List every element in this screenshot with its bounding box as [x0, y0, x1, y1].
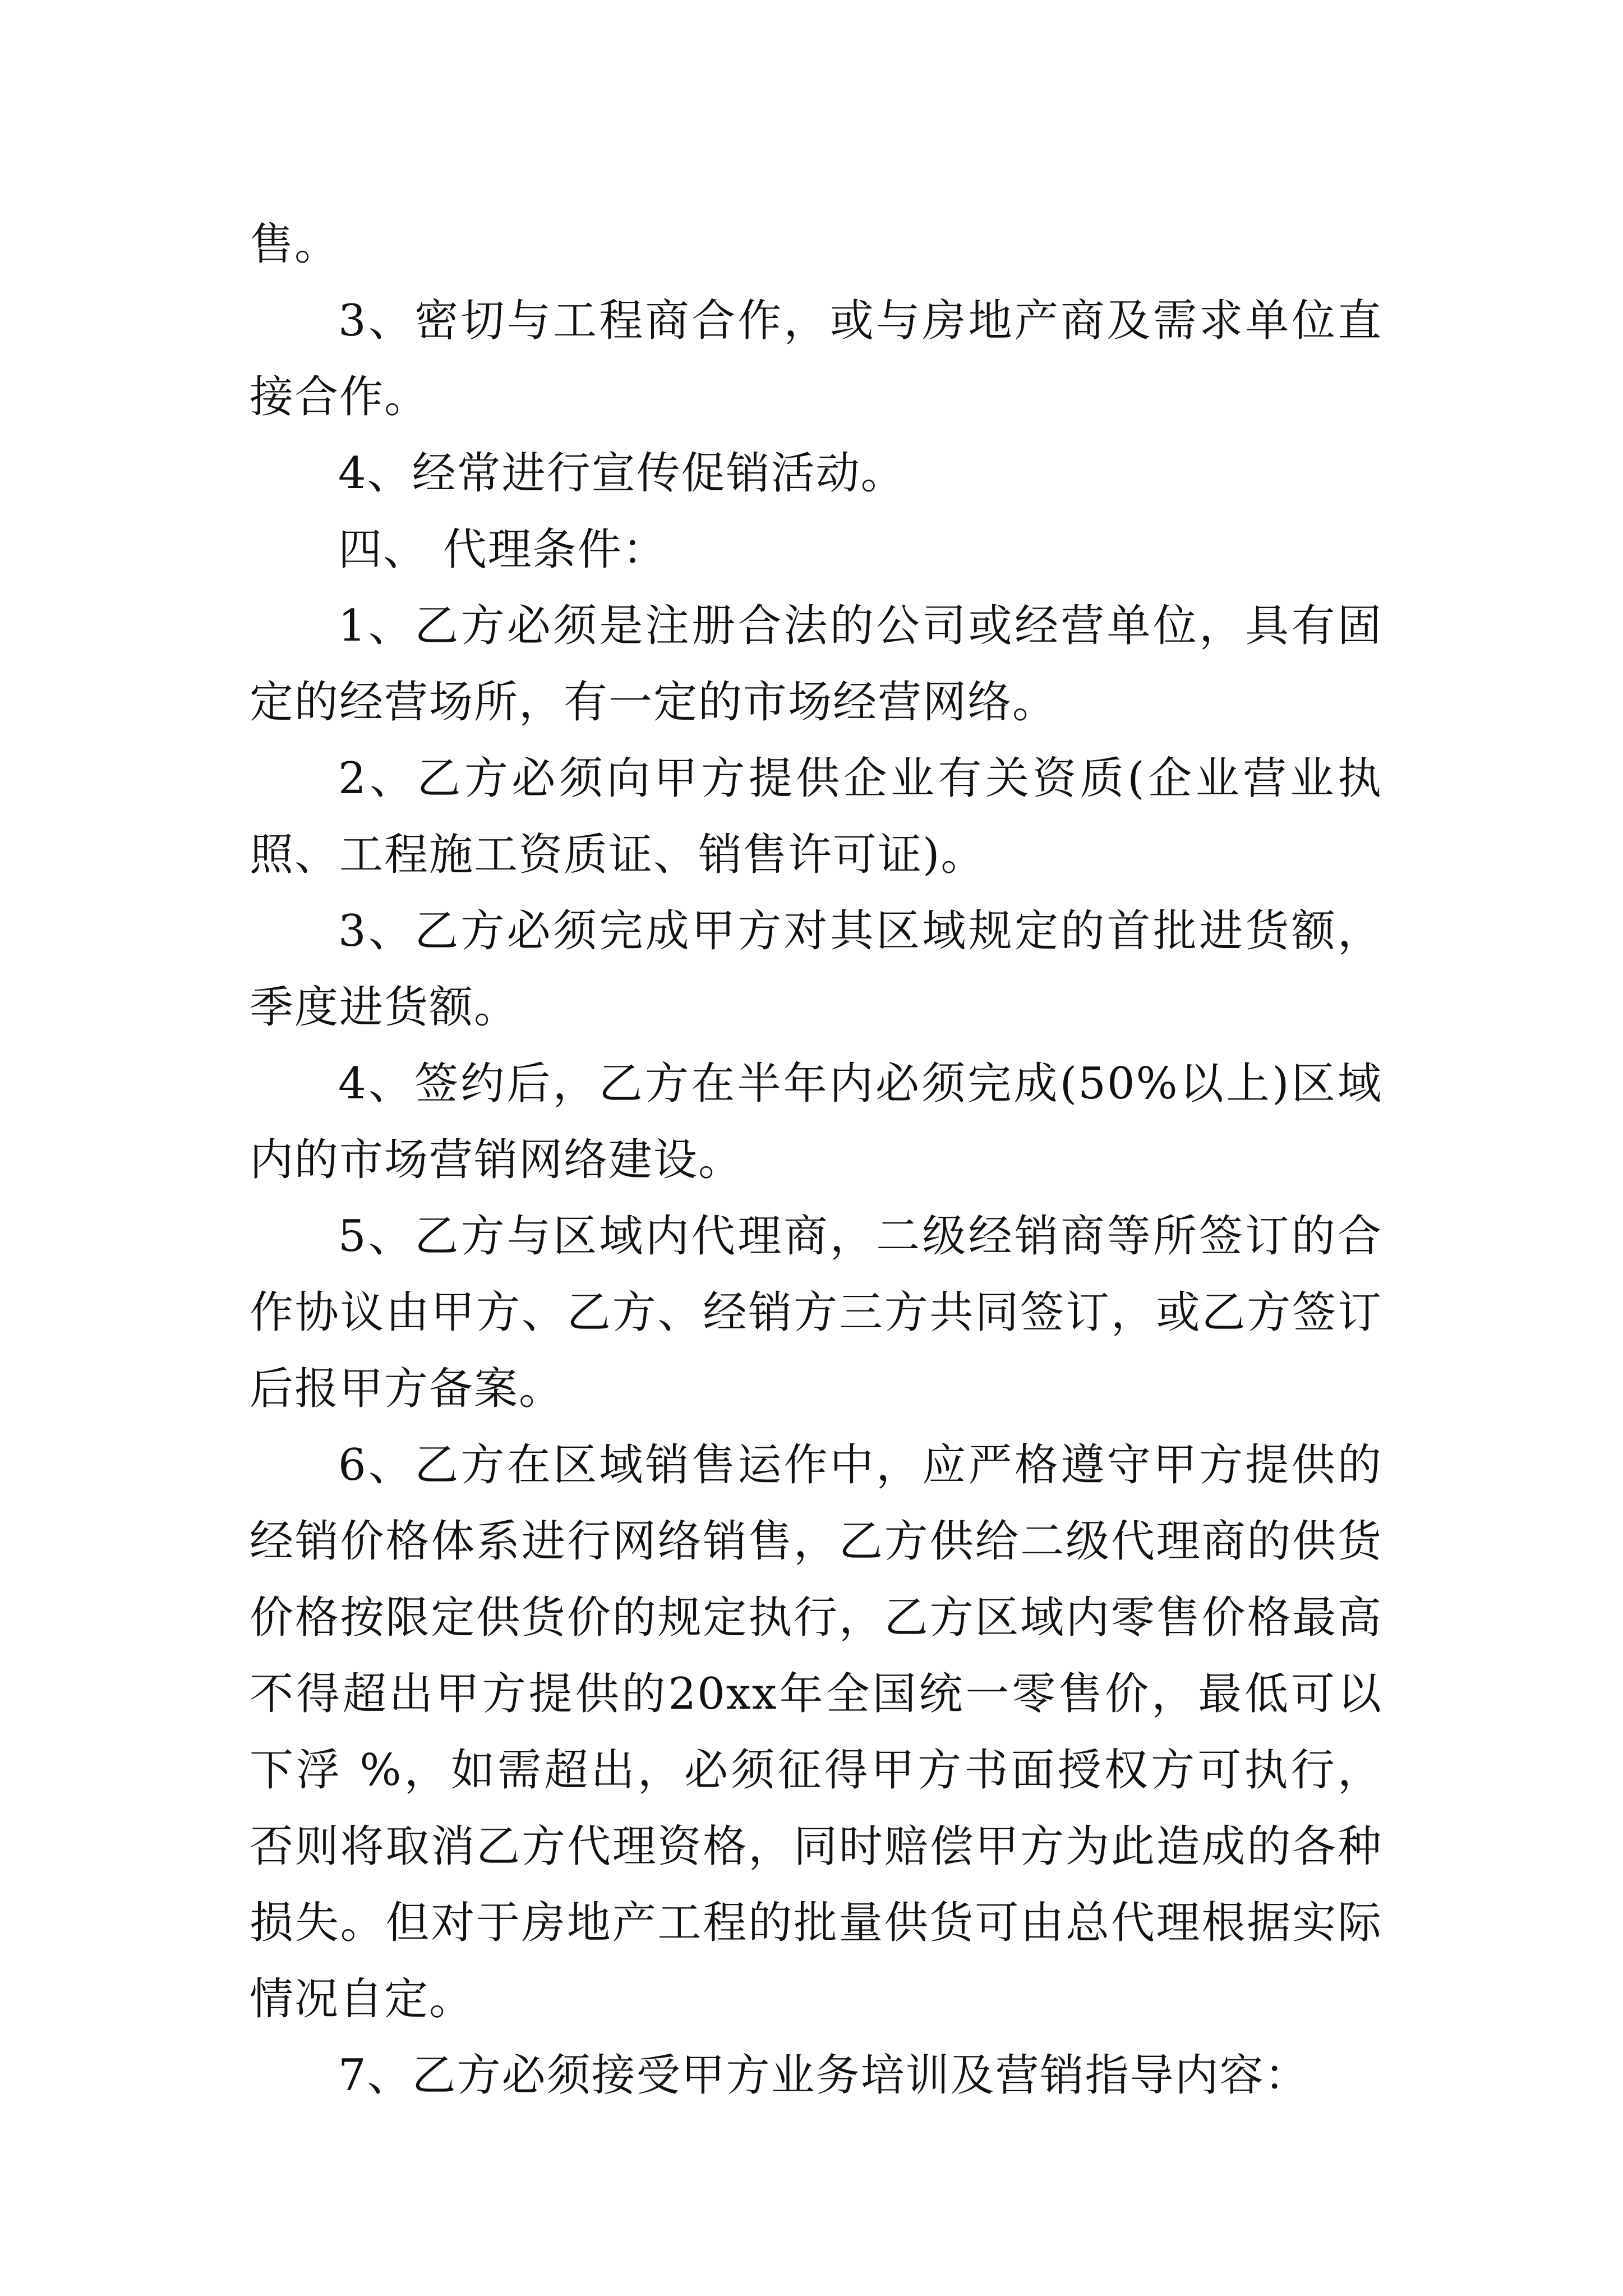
document-body — [250, 206, 1382, 2114]
paragraph: 2、乙方必须向甲方提供企业有关资质(企业营业执照、工程施工资质证、销售许可证)。 — [250, 753, 1382, 880]
paragraph: 4、经常进行宣传促销活动。 — [338, 448, 906, 499]
paragraph: 6、乙方在区域销售运作中，应严格遵守甲方提供的经销价格体系进行网络销售，乙方供给二级代理商的供货价格按限定供货价的规定执行，乙方区域内零售价格最高不得超出甲方提供的20xx年全国统一零售价，最低可以下浮 %，如需超出，必须征得甲方书面授权方可执行，否则将取消乙方代理资格，同时赔偿甲方为此造成的各种损失。但对于房地产工程的批量供货可由总代理根据实际情况自定。 — [250, 1440, 1382, 2024]
paragraph: 5、乙方与区域内代理商，二级经销商等所签订的合作协议由甲方、乙方、经销方三方共同签订，或乙方签订后报甲方备案。 — [250, 1211, 1382, 1414]
paragraph: 4、签约后，乙方在半年内必须完成(50%以上)区域内的市场营销网络建设。 — [250, 1059, 1382, 1185]
paragraph: 3、密切与工程商合作，或与房地产商及需求单位直接合作。 — [250, 296, 1382, 422]
paragraph: 1、乙方必须是注册合法的公司或经营单位，具有固定的经营场所，有一定的市场经营网络。 — [250, 601, 1382, 728]
section-heading: 四、 代理条件： — [338, 524, 667, 575]
paragraph: 7、乙方必须接受甲方业务培训及营销指导内容： — [338, 2050, 1310, 2101]
paragraph: 3、乙方必须完成甲方对其区域规定的首批进货额，季度进货额。 — [250, 906, 1382, 1033]
paragraph: 售。 — [250, 219, 340, 270]
